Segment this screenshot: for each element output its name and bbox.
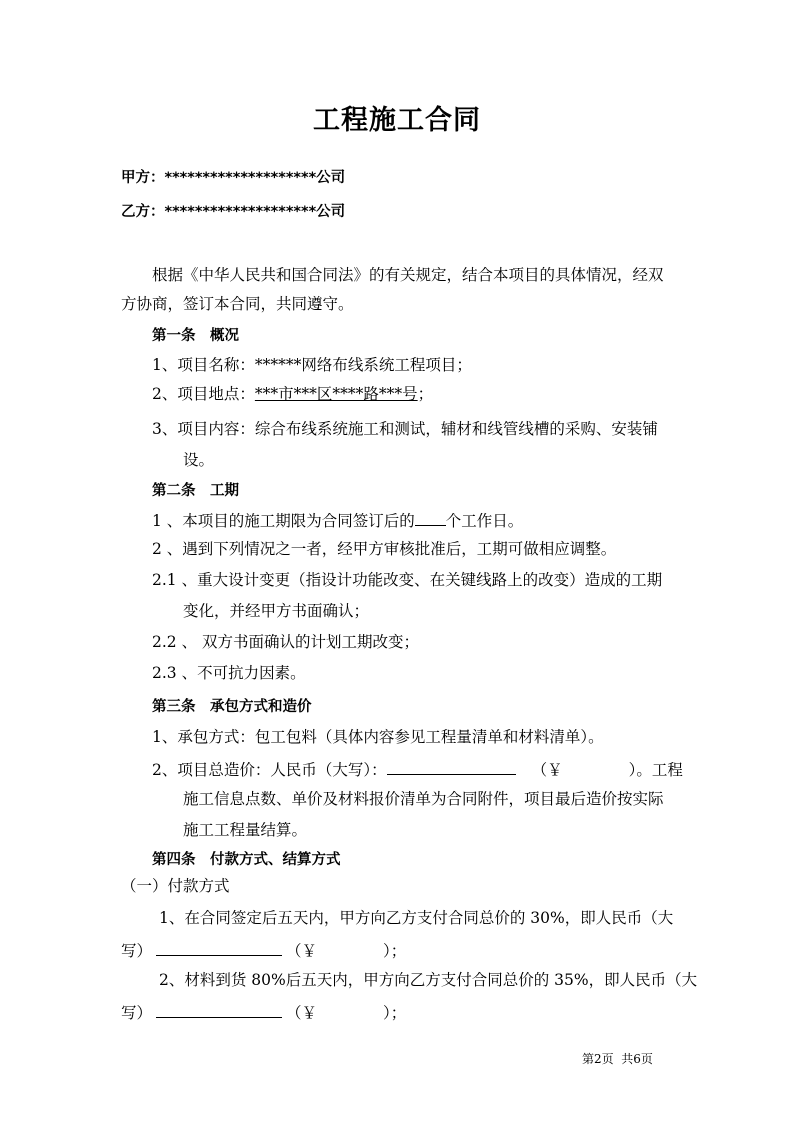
article-2-item-2-1-line-2: 变化，并经甲方书面确认； (183, 602, 370, 620)
article-2-item-2: 2 、遇到下列情况之一者，经甲方审核批准后，工期可做相应调整。 (152, 540, 617, 558)
payment-2-prefix: 写） (121, 1004, 153, 1022)
payment-2-yen: （￥ (286, 1004, 318, 1022)
payment-1-blank (156, 939, 282, 956)
article-2-item-2-2: 2.2 、 双方书面确认的计划工期改变； (152, 633, 420, 651)
item-2-suffix: ； (417, 385, 434, 403)
item-1-suffix: 个工作日。 (445, 512, 524, 530)
payment-2-line-2 (121, 1001, 406, 1023)
total-price-label: 2、项目总造价：人民币（大写）： (152, 761, 387, 779)
item-1-text: 1 、本项目的施工期限为合同签订后的 (152, 512, 415, 530)
payment-1-yen: （￥ (286, 942, 318, 960)
page-number: 第2页 (582, 1052, 614, 1066)
item-2-suffix: ）。工程 (628, 761, 683, 779)
payment-1-suffix: ）； (383, 942, 407, 960)
party-b: 乙方：********************公司 (121, 204, 346, 220)
article-3-item-2-line-1 (152, 758, 683, 780)
article-3-heading: 第三条 承包方式和造价 (152, 699, 312, 715)
article-2-item-2-1-line-1: 2.1 、重大设计变更（指设计功能改变、在关键线路上的改变）造成的工期 (152, 571, 663, 589)
article-2-heading: 第二条 工期 (152, 483, 239, 499)
payment-1-line-2 (121, 939, 406, 961)
yen-label: （￥ (531, 761, 563, 779)
payment-2-suffix: ）； (383, 1004, 407, 1022)
article-2-item-1 (152, 509, 523, 531)
project-address: ***市***区****路***号 (254, 385, 418, 403)
article-3-item-2-line-3: 施工工程量结算。 (183, 821, 308, 839)
party-a: 甲方：********************公司 (121, 170, 346, 186)
preamble-line-1: 根据《中华人民共和国合同法》的有关规定，结合本项目的具体情况，经双 (152, 266, 664, 284)
article-3-item-1: 1、承包方式：包工包料（具体内容参见工程量清单和材料清单）。 (152, 728, 604, 746)
article-1-item-3-line-2: 设。 (183, 451, 215, 469)
payment-subheading: （一）付款方式 (121, 877, 230, 895)
article-1-item-2 (152, 384, 433, 404)
article-2-item-2-3: 2.3 、不可抗力因素。 (152, 664, 306, 682)
page-footer (582, 1050, 653, 1067)
payment-1-line-1: 1、在合同签定后五天内，甲方向乙方支付合同总价的 30%，即人民币（大 (159, 909, 674, 927)
payment-2-line-1: 2、材料到货 80%后五天内，甲方向乙方支付合同总价的 35%，即人民币（大 (159, 971, 698, 989)
article-1-heading: 第一条 概况 (152, 328, 239, 344)
payment-1-prefix: 写） (121, 942, 153, 960)
payment-2-blank (156, 1001, 282, 1018)
article-1-item-1: 1、项目名称：******网络布线系统工程项目； (152, 356, 472, 374)
total-price-blank (387, 758, 516, 775)
article-1-item-3-line-1: 3、项目内容：综合布线系统施工和测试，辅材和线管线槽的采购、安装铺 (152, 420, 658, 438)
preamble-line-2: 方协商，签订本合同，共同遵守。 (121, 295, 354, 313)
item-2-label: 2、项目地点： (152, 385, 255, 403)
article-3-item-2-line-2: 施工信息点数、单价及材料报价清单为合同附件，项目最后造价按实际 (183, 790, 664, 808)
article-4-heading: 第四条 付款方式、结算方式 (152, 852, 341, 868)
document-title: 工程施工合同 (313, 105, 481, 136)
workdays-blank (415, 509, 446, 526)
page-total: 共6页 (621, 1052, 653, 1066)
